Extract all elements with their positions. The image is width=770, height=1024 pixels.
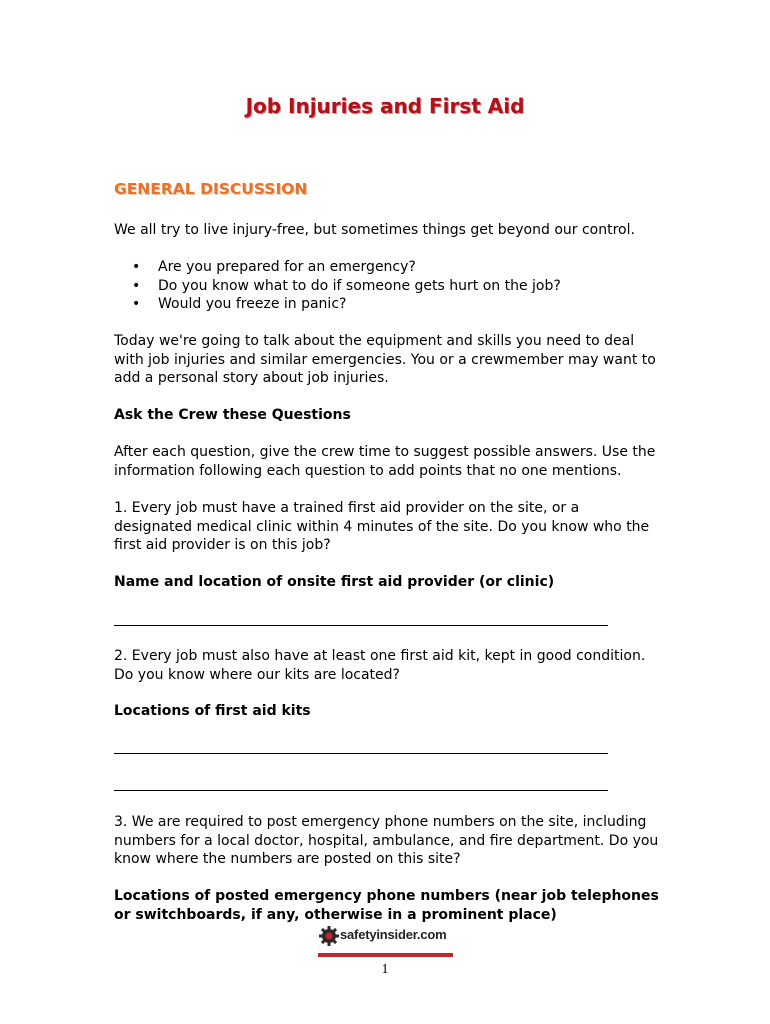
answer-line-2a: [114, 753, 608, 754]
document-title: Job Injuries and First Aid: [245, 94, 525, 118]
question-2-label: Locations of first aid kits: [114, 703, 311, 719]
today-paragraph: Today we're going to talk about the equipment and skills you need to deal with job injuries and similar emergencies. You or a crewmember may want to add a personal story about job injuries.: [114, 333, 656, 386]
section-title-general-discussion: GENERAL DISCUSSION: [114, 180, 308, 198]
intro-paragraph: We all try to live injury-free, but sometimes things get beyond our control.: [114, 222, 635, 238]
question-2: 2. Every job must also have at least one first aid kit, kept in good condition. Do you know where our kits are located?: [114, 648, 646, 683]
after-each-paragraph: After each question, give the crew time to suggest possible answers. Use the information following each question to add points that no one mentions.: [114, 444, 656, 479]
question-3: 3. We are required to post emergency phone numbers on the site, including numbers for a local doctor, hospital, ambulance, and fire department. Do you know where the numbers are posted on this site?: [114, 814, 659, 867]
bullet-item: • Would you freeze in panic?: [114, 295, 659, 314]
question-bullet-list: [114, 258, 659, 314]
question-1-label: Name and location of onsite first aid provider (or clinic): [114, 574, 555, 590]
gear-icon: [318, 925, 340, 947]
ask-crew-heading: Ask the Crew these Questions: [114, 407, 351, 423]
answer-line-1: [114, 625, 608, 626]
answer-line-2b: [114, 790, 608, 791]
question-1: 1. Every job must have a trained first aid provider on the site, or a designated medical clinic within 4 minutes of the site. Do you know who the first aid provider is on this job?: [114, 500, 650, 553]
page-number: 1: [381, 962, 389, 977]
brand-bar: [318, 953, 453, 957]
logo-text: safetyinsider.com: [340, 927, 447, 942]
question-3-label: Locations of posted emergency phone numbers (near job telephones or switchboards, if any, otherwise in a prominent place): [114, 888, 659, 923]
bullet-item: • Are you prepared for an emergency?: [114, 258, 659, 277]
safetyinsider-logo: [318, 925, 453, 949]
bullet-item: • Do you know what to do if someone gets hurt on the job?: [114, 277, 659, 296]
